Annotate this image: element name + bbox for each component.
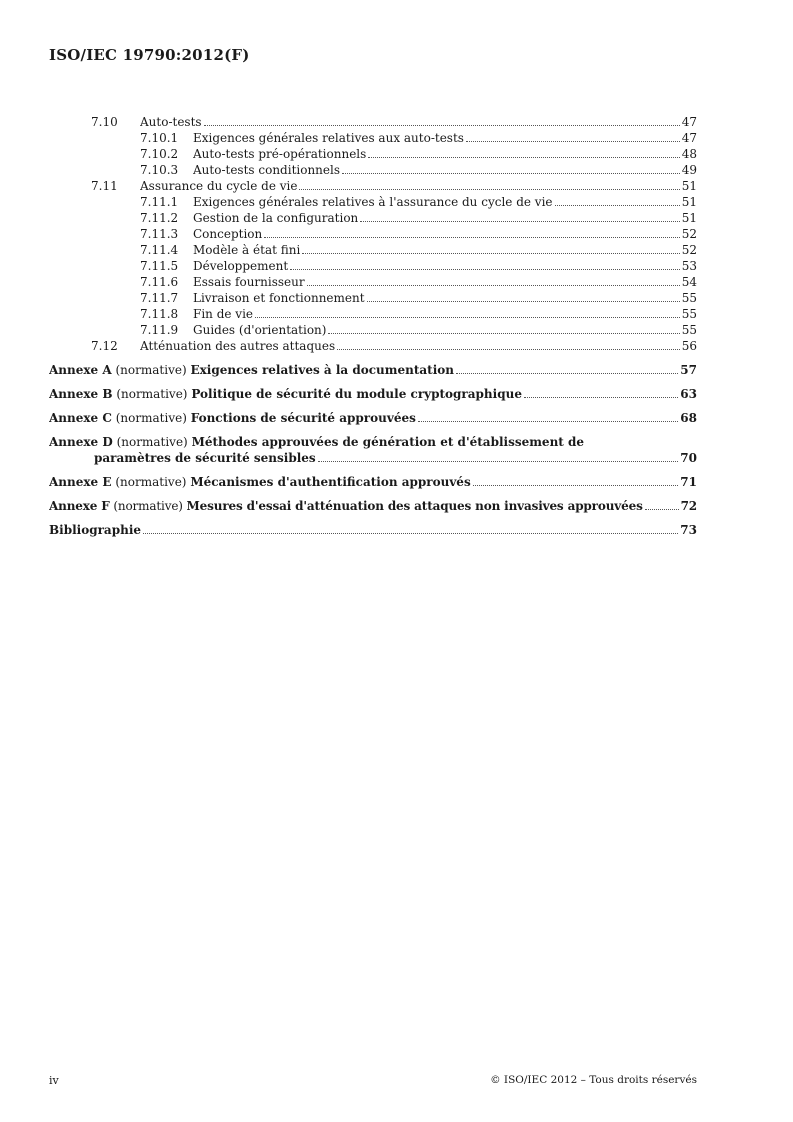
toc-entry-title: Développement — [193, 259, 289, 273]
dot-leader — [418, 421, 678, 422]
dot-leader — [143, 533, 678, 534]
toc-entry-number: 7.11 — [91, 179, 118, 193]
annex-page: 68 — [680, 411, 697, 425]
dot-leader — [456, 373, 678, 374]
toc-entry-title: Auto-tests conditionnels — [193, 163, 341, 177]
annex-page: 57 — [680, 363, 697, 377]
toc-entry-title: Exigences générales relatives aux auto-tests — [193, 131, 464, 145]
copyright-notice: © ISO/IEC 2012 – Tous droits réservés — [490, 1074, 697, 1086]
toc-annex-c[interactable] — [49, 410, 697, 426]
annex-kind: (normative) — [116, 387, 188, 401]
toc-entry-page: 47 — [681, 115, 697, 129]
toc-entry[interactable] — [140, 226, 697, 242]
toc-annex-f[interactable] — [49, 498, 697, 514]
annex-kind: (normative) — [115, 475, 187, 489]
bibliography-page: 73 — [680, 523, 697, 537]
dot-leader — [473, 485, 679, 486]
toc-entry-page: 55 — [681, 291, 697, 305]
toc-annex-b[interactable] — [49, 386, 697, 402]
annex-page: 70 — [680, 451, 697, 465]
toc-entry-number: 7.11.2 — [140, 211, 179, 225]
toc-entry-page: 56 — [681, 339, 697, 353]
toc-entry[interactable] — [140, 290, 697, 306]
annex-title-continued: paramètres de sécurité sensibles — [94, 451, 316, 465]
toc-entry-number: 7.10.3 — [140, 163, 179, 177]
toc-entry-page: 52 — [681, 227, 697, 241]
toc-entry-title: Auto-tests — [140, 115, 202, 129]
annex-title: Mécanismes d'authentification approuvés — [190, 475, 471, 489]
toc-entry-title: Fin de vie — [193, 307, 254, 321]
toc-entry[interactable] — [140, 194, 697, 210]
annex-label: Annexe A — [49, 363, 112, 377]
toc-entry-number: 7.11.3 — [140, 227, 179, 241]
annex-page: 63 — [680, 387, 697, 401]
toc-entry[interactable] — [91, 114, 697, 130]
toc-entry-title: Atténuation des autres attaques — [140, 339, 336, 353]
toc-entry-page: 52 — [681, 243, 697, 257]
annex-kind: (normative) — [115, 363, 187, 377]
toc-entry-title: Auto-tests pré-opérationnels — [193, 147, 367, 161]
toc-entry[interactable] — [140, 306, 697, 322]
annex-title: Mesures d'essai d'atténuation des attaques non invasives approuvées — [186, 499, 643, 513]
toc-entry[interactable] — [140, 258, 697, 274]
toc-entry-title: Livraison et fonctionnement — [193, 291, 365, 305]
annex-title: Politique de sécurité du module cryptographique — [191, 387, 522, 401]
toc-entry-page: 51 — [681, 195, 697, 209]
toc-entry-title: Conception — [193, 227, 263, 241]
page-number: iv — [49, 1074, 59, 1087]
toc-entry-number: 7.10 — [91, 115, 118, 129]
dot-leader — [299, 189, 679, 190]
annex-page: 71 — [680, 475, 697, 489]
toc-entry-page: 51 — [681, 179, 697, 193]
dot-leader — [368, 157, 679, 158]
dot-leader — [318, 461, 679, 462]
dot-leader — [204, 125, 680, 126]
annex-label: Annexe D — [49, 435, 113, 449]
toc-entry[interactable] — [140, 210, 697, 226]
dot-leader — [302, 253, 679, 254]
annex-label: Annexe C — [49, 411, 112, 425]
annex-page: 72 — [680, 499, 697, 513]
toc-bibliography[interactable] — [49, 522, 697, 538]
annex-title: Méthodes approuvées de génération et d'établissement de — [191, 435, 585, 449]
toc-entry[interactable] — [140, 146, 697, 162]
toc-entry[interactable] — [91, 338, 697, 354]
toc-entry-number: 7.12 — [91, 339, 118, 353]
toc-entry-number: 7.11.6 — [140, 275, 179, 289]
dot-leader — [328, 333, 679, 334]
toc-entry-page: 47 — [681, 131, 697, 145]
toc-entry[interactable] — [140, 242, 697, 258]
annex-title: Fonctions de sécurité approuvées — [190, 411, 416, 425]
toc-entry-title: Gestion de la configuration — [193, 211, 359, 225]
dot-leader — [360, 221, 679, 222]
toc-entry-number: 7.10.2 — [140, 147, 179, 161]
annex-kind: (normative) — [115, 411, 187, 425]
annex-label: Annexe F — [49, 499, 110, 513]
toc-entry-number: 7.11.4 — [140, 243, 179, 257]
toc-entry-page: 55 — [681, 323, 697, 337]
dot-leader — [337, 349, 680, 350]
dot-leader — [645, 509, 679, 510]
toc-entry-title: Exigences générales relatives à l'assurance du cycle de vie — [193, 195, 553, 209]
annex-label: Annexe E — [49, 475, 112, 489]
toc-entry[interactable] — [140, 162, 697, 178]
toc-entry[interactable] — [140, 322, 697, 338]
annex-title: Exigences relatives à la documentation — [190, 363, 454, 377]
dot-leader — [255, 317, 680, 318]
dot-leader — [307, 285, 680, 286]
toc-entry-page: 55 — [681, 307, 697, 321]
toc-annex-d-line1[interactable] — [49, 434, 697, 450]
toc-entry-page: 49 — [681, 163, 697, 177]
toc-entry-page: 53 — [681, 259, 697, 273]
dot-leader — [342, 173, 680, 174]
toc-entry-title: Guides (d'orientation) — [193, 323, 327, 337]
document-header: ISO/IEC 19790:2012(F) — [49, 46, 250, 64]
toc-entry-page: 51 — [681, 211, 697, 225]
toc-entry-number: 7.11.7 — [140, 291, 179, 305]
toc-entry[interactable] — [140, 274, 697, 290]
annex-label: Annexe B — [49, 387, 113, 401]
toc-entry-page: 54 — [681, 275, 697, 289]
toc-entry-title: Modèle à état fini — [193, 243, 301, 257]
dot-leader — [466, 141, 680, 142]
dot-leader — [290, 269, 680, 270]
annex-kind: (normative) — [116, 435, 188, 449]
annex-kind: (normative) — [113, 499, 183, 513]
toc-entry-title: Essais fournisseur — [193, 275, 305, 289]
dot-leader — [524, 397, 678, 398]
toc-annex-d-line2[interactable] — [94, 450, 697, 466]
toc-entry-number: 7.11.9 — [140, 323, 179, 337]
toc-entry-number: 7.11.8 — [140, 307, 179, 321]
dot-leader — [264, 237, 679, 238]
bibliography-title: Bibliographie — [49, 523, 142, 537]
toc-annex-a[interactable] — [49, 362, 697, 378]
toc-annex-e[interactable] — [49, 474, 697, 490]
toc-entry[interactable] — [140, 130, 697, 146]
toc-entry-number: 7.11.1 — [140, 195, 179, 209]
toc-entry-number: 7.11.5 — [140, 259, 179, 273]
toc-entry-page: 48 — [681, 147, 697, 161]
dot-leader — [367, 301, 680, 302]
toc-entry[interactable] — [91, 178, 697, 194]
dot-leader — [555, 205, 680, 206]
toc-entry-number: 7.10.1 — [140, 131, 179, 145]
toc-entry-title: Assurance du cycle de vie — [140, 179, 298, 193]
